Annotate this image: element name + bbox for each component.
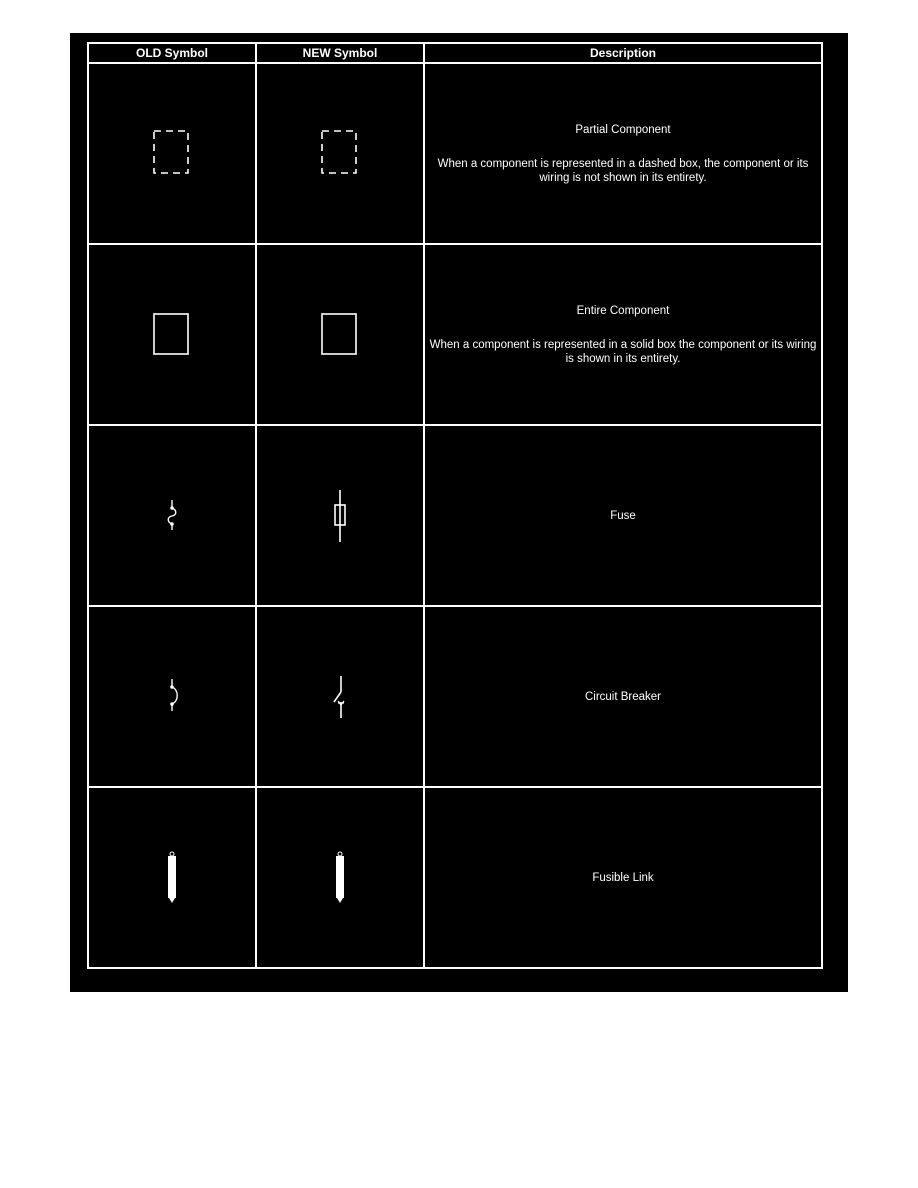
- table-row: [88, 787, 822, 968]
- symbol-sheet: [70, 33, 848, 992]
- old-symbol-cell: [88, 63, 256, 244]
- solid-box-icon: [152, 312, 192, 358]
- description-title: Fuse: [610, 509, 636, 522]
- header-description: Description: [424, 43, 822, 63]
- symbol-table: [87, 42, 823, 969]
- table-row: [88, 425, 822, 606]
- table-row: [88, 606, 822, 787]
- table-row: [88, 63, 822, 244]
- old-symbol-cell: [88, 244, 256, 425]
- description-cell: [424, 606, 822, 787]
- description-cell: [424, 63, 822, 244]
- old-symbol-cell: [88, 787, 256, 968]
- description-title: Entire Component: [576, 304, 670, 317]
- description-title: Fusible Link: [592, 871, 654, 884]
- fuse-old-icon: [162, 496, 182, 536]
- description-text: When a component is represented in a solid box the component or its wiring is shown in its entirety.: [429, 338, 817, 365]
- solid-box-icon: [320, 312, 360, 358]
- header-new-symbol: NEW Symbol: [256, 43, 424, 63]
- table-row: [88, 244, 822, 425]
- fusible-link-new-icon: [330, 850, 350, 906]
- description-title: Partial Component: [575, 123, 671, 136]
- dashed-box-icon: [320, 129, 360, 179]
- circuit-breaker-old-icon: [162, 677, 182, 717]
- description-title: Circuit Breaker: [584, 690, 662, 703]
- table-header-row: [88, 43, 822, 63]
- old-symbol-cell: [88, 606, 256, 787]
- old-symbol-cell: [88, 425, 256, 606]
- new-symbol-cell: [256, 425, 424, 606]
- new-symbol-cell: [256, 63, 424, 244]
- description-cell: [424, 787, 822, 968]
- header-old-symbol: OLD Symbol: [88, 43, 256, 63]
- fuse-new-icon: [330, 488, 350, 544]
- description-cell: [424, 425, 822, 606]
- new-symbol-cell: [256, 606, 424, 787]
- new-symbol-cell: [256, 787, 424, 968]
- dashed-box-icon: [152, 129, 192, 179]
- description-text: When a component is represented in a dashed box, the component or its wiring is not shown in its entirety.: [437, 157, 809, 184]
- fusible-link-old-icon: [162, 850, 182, 906]
- new-symbol-cell: [256, 244, 424, 425]
- circuit-breaker-new-icon: [328, 674, 352, 720]
- description-cell: [424, 244, 822, 425]
